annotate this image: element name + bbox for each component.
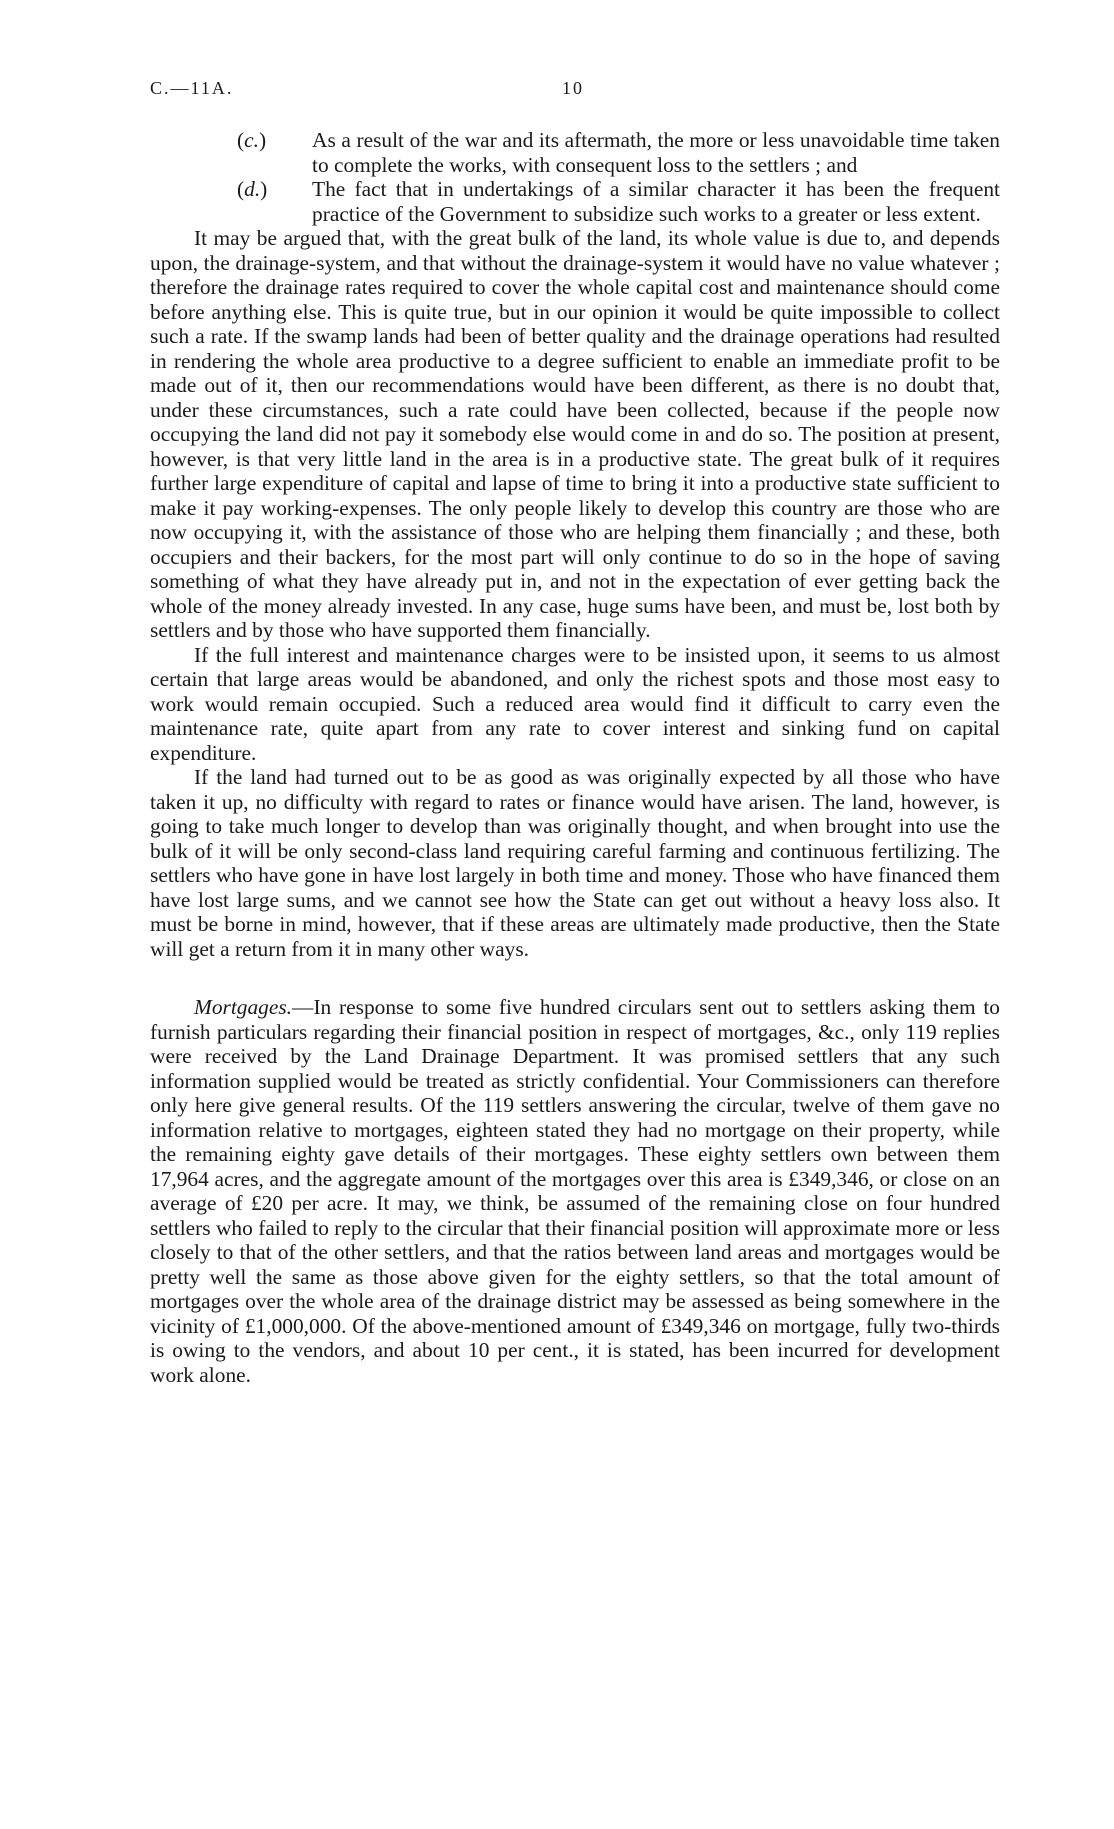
body-text (150, 128, 1000, 1387)
paragraph-land-quality: If the land had turned out to be as good as was originally expected by all those who have taken it up, no difficulty with regard to rates or finance would have arisen. The land, however, is going to take much longer to develop than was originally thought, and when brought into use the bulk of it will be only second-class land requiring careful farming and continuous fertilizing. The settlers who have gone in have lost largely in both time and money. Those who have financed them have lost large sums, and we cannot see how the State can get out without a heavy loss also. It must be borne in mind, however, that if these areas are ultimately made productive, then the State will get a return from it in many other ways. (150, 765, 1000, 961)
mortgages-text: —In response to some five hundred circulars sent out to settlers asking them to furnish particulars regarding their financial position in respect of mortgages, &c., only 119 replies were received by the Land Drainage Department. It was promised settlers that any such information supplied would be treated as strictly confidential. Your Commissioners can therefore only here give general results. Of the 119 settlers answering the circular, twelve of them gave no information relative to mortgages, eighteen stated they had no mortgage on their property, while the remaining eighty gave details of their mortgages. These eighty settlers own between them 17,964 acres, and the aggregate amount of the mortgages over this area is £349,346, or close on an average of £20 per acre. It may, we think, be assumed of the remaining close on four hundred settlers who failed to reply to the circular that their financial position will approximate more or less closely to that of the other settlers, and that the ratios between land areas and mortgages would be pretty well the same as those above given for the eighty settlers, so that the total amount of mortgages over the whole area of the drainage district may be assessed as being somewhere in the vicinity of £1,000,000. Of the above-mentioned amount of £349,346 on mortgage, fully two-thirds is owing to the vendors, and about 10 per cent., it is stated, has been incurred for development work alone. (150, 995, 1000, 1387)
list-marker: (d.) (237, 177, 268, 201)
paragraph-mortgages (150, 995, 1000, 1387)
section-heading-mortgages: Mortgages. (194, 995, 293, 1019)
list-item-text: The fact that in undertakings of a similar character it has been the frequent practice of the Government to subsidize such works to a greater or less extent. (312, 177, 1000, 226)
page-number: 10 (562, 78, 584, 98)
list-item-text: As a result of the war and its aftermath, the more or less unavoidable time taken to complete the works, with consequent loss to the settlers ; and (312, 128, 1000, 177)
list-marker: (c.) (237, 128, 267, 152)
page-header (150, 78, 1000, 102)
section-spacer (150, 961, 1000, 995)
paragraph-maintenance-charges: If the full interest and maintenance charges were to be insisted upon, it seems to us almost certain that large areas would be abandoned, and only the richest spots and those most easy to work would remain occupied. Such a reduced area would find it difficult to carry even the maintenance rate, quite apart from any rate to cover interest and sinking fund on capital expenditure. (150, 642, 1000, 765)
document-reference: C.—11A. (150, 78, 234, 98)
list-item-c (150, 128, 1000, 177)
paragraph-drainage-rates: It may be argued that, with the great bulk of the land, its whole value is due to, and depends upon, the drainage-system, and that without the drainage-system it would have no value whatever ; therefore the drainage rates required to cover the whole capital cost and maintenance should come before anything else. This is quite true, but in our opinion it would be quite impossible to collect such a rate. If the swamp lands had been of better quality and the drainage operations had resulted in rendering the whole area productive to a degree sufficient to enable an immediate profit to be made out of it, then our recommendations would have been different, as there is no doubt that, under these circumstances, such a rate could have been collected, because if the people now occupying the land did not pay it somebody else would come in and do so. The position at present, however, is that very little land in the area is in a productive state. The great bulk of it requires further large expenditure of capital and lapse of time to bring it into a productive state sufficient to make it pay working-expenses. The only people likely to develop this country are those who are now occupying it, with the assistance of those who are helping them financially ; and these, both occupiers and their backers, for the most part will only continue to do so in the hope of saving something of what they have already put in, and not in the expectation of ever getting back the whole of the money already invested. In any case, huge sums have been, and must be, lost both by settlers and by those who have supported them financially. (150, 226, 1000, 642)
list-item-d (150, 177, 1000, 226)
